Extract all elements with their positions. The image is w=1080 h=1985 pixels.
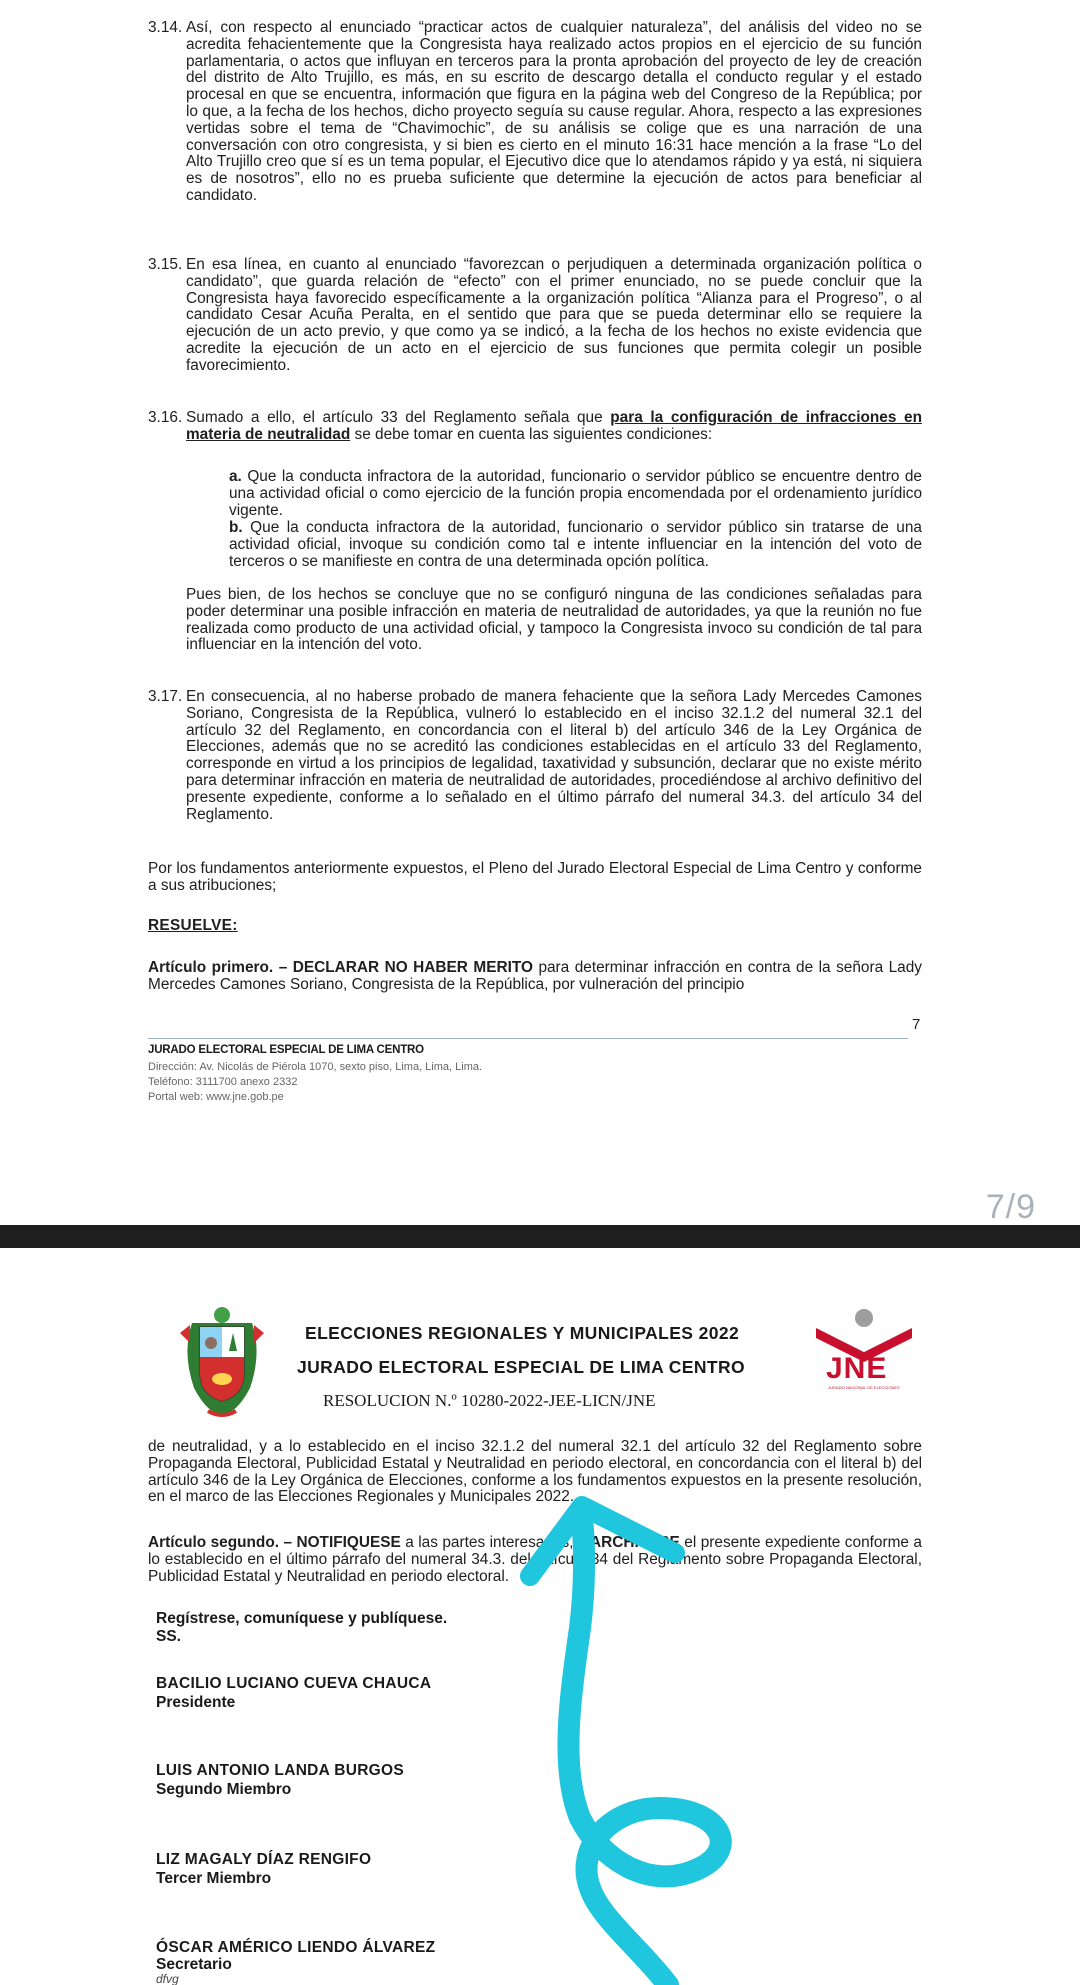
item-text: Que la conducta infractora de la autoridad, funcionario o servidor público sin tratarse de una actividad oficial, invoque su condición como tal e intente influenciar en la intención del voto de terceros o se manifieste en contra de una determinada opción política. xyxy=(229,519,922,570)
condition-b xyxy=(229,520,922,570)
footer-address: Dirección: Av. Nicolás de Piérola 1070, sexto piso, Lima, Lima, Lima. xyxy=(148,1061,483,1073)
signatory-name: LUIS ANTONIO LANDA BURGOS xyxy=(156,1762,405,1779)
paragraph-3-16 xyxy=(186,410,922,444)
signatory-role: Segundo Miembro xyxy=(156,1781,292,1798)
signatory-name: ÓSCAR AMÉRICO LIENDO ÁLVAREZ xyxy=(156,1939,436,1956)
continued-paragraph: de neutralidad, y a lo establecido en el inciso 32.1.2 del numeral 32.1 del artículo 32 del Reglamento sobre Propaganda Electoral, Publicidad Estatal y Neutralidad en periodo electoral, en concordancia con el literal b) del artículo 346 de la Ley Orgánica de Elecciones, conforme a los fundamentos expuestos en la presente resolución, en el marco de las Elecciones Regionales y Municipales 2022. xyxy=(148,1438,922,1506)
resuelve-heading: RESUELVE: xyxy=(148,917,238,934)
article-label: Artículo primero. – DECLARAR NO HABER MERITO xyxy=(148,959,533,976)
signatory-role: Tercer Miembro xyxy=(156,1870,272,1887)
paragraph-fundamentos: Por los fundamentos anteriormente expuestos, el Pleno del Jurado Electoral Especial de Lima Centro y conforme a sus atribuciones; xyxy=(148,860,922,894)
page-counter: 7/9 xyxy=(985,1188,1036,1225)
jne-logo-subtext: JURADO NACIONAL DE ELECCIONES xyxy=(828,1385,900,1390)
paragraph-3-17: En consecuencia, al no haberse probado de manera fehaciente que la señora Lady Mercedes Camones Soriano, Congresista de la República, vulneró lo establecido en el inciso 32.1.2 del numeral 32.1 del artículo 32 del Reglamento, en concordancia con el literal b) del artículo 346 de la Ley Orgánica de Elecciones, además que no se acreditó las condiciones establecidas en el artículo 33 del Reglamento, corresponde en virtud a los principios de legalidad, taxatividad y subsunción, declarar que no existe mérito para determinar infracción en materia de neutralidad de autoridades, procediéndose al archivo definitivo del presente expediente, conforme a lo señalado en el último párrafo del numeral 34.3. del artículo 34 del Reglamento. xyxy=(186,688,922,823)
resolution-number: RESOLUCION N.º 10280-2022-JEE-LICN/JNE xyxy=(323,1391,656,1410)
item-text: Que la conducta infractora de la autoridad, funcionario o servidor público se encuentre dentro de una actividad oficial o como ejercicio de la función propia encomendada por el ordenamiento jurídico vigente. xyxy=(229,468,922,519)
paragraph-3-14: Así, con respecto al enunciado “practicar actos de cualquier naturaleza”, del análisis del video no se acredita fehacientemente que la Congresista haya realizado actos propios en el ejercicio de su función parlamentaria, o actos que influyan en terceros para la pronta aprobación del proyecto de ley de creación del distrito de Alto Trujillo, es más, en su escrito de descargo detalla el conducto regular y el estado procesal en que se encuentra, información que figura en la página web del Congreso de la República; por lo que, a la fecha de los hechos, dicho proyecto seguía su cause regular. Ahora, respecto a las expresiones vertidas sobre el tema de “Chavimochic”, de su análisis se colige que es una narración de una conversación con otro congresista, y si bien es cierto en el minuto 16:31 hace mención a la frase “Lo del Alto Trujillo creo que sí es un tema popular, el Ejecutivo dice que lo atendamos rápido y ya está, ni siquiera es de nosotros”, ello no es prueba suficiente que determine la ejecución de actos para beneficiar al candidato. xyxy=(186,19,922,204)
underlined-phrase: para la configuración de infracciones en materia de neutralidad xyxy=(186,409,922,443)
signatory-name: BACILIO LUCIANO CUEVA CHAUCA xyxy=(156,1675,432,1692)
footer-phone: Teléfono: 3111700 anexo 2332 xyxy=(148,1076,298,1088)
section-number: 3.15. xyxy=(148,256,183,273)
item-letter: a. xyxy=(229,468,242,485)
section-number: 3.14. xyxy=(148,19,183,36)
footer-website: Portal web: www.jne.gob.pe xyxy=(148,1091,284,1103)
signatory-name: LIZ MAGALY DÍAZ RENGIFO xyxy=(156,1851,372,1868)
jne-logo-text: JNE xyxy=(826,1352,888,1385)
article-text: a las partes interesadas, y xyxy=(400,1534,591,1551)
page-separator xyxy=(0,1225,1080,1248)
article-one xyxy=(148,960,922,994)
annotation-arrow-icon xyxy=(0,1248,1080,1985)
header-election-title: ELECCIONES REGIONALES Y MUNICIPALES 2022 xyxy=(305,1323,740,1343)
paragraph-text: se debe tomar en cuenta las siguientes condiciones: xyxy=(350,425,713,443)
section-number: 3.17. xyxy=(148,688,183,705)
article-text: el presente expediente conforme a lo establecido en el último párrafo del numeral 34.3. del artículo 34 del Reglamento sobre Propaganda Electoral, Publicidad Estatal y Neutralidad en periodo electoral. xyxy=(148,1534,922,1585)
ss-label: SS. xyxy=(156,1628,181,1645)
item-letter: b. xyxy=(229,519,243,536)
condition-a xyxy=(229,469,922,519)
footer-institution: JURADO ELECTORAL ESPECIAL DE LIMA CENTRO xyxy=(148,1044,424,1056)
paragraph-text: Sumado a ello, el artículo 33 del Reglamento señala que xyxy=(186,409,611,426)
closing-formula: Regístrese, comuníquese y publíquese. xyxy=(156,1610,448,1627)
article-keyword: ARCHIVESE xyxy=(590,1534,680,1551)
footer-divider xyxy=(148,1038,908,1039)
signatory-role: Presidente xyxy=(156,1694,236,1711)
document-page-8 xyxy=(0,1248,1080,1985)
page-number: 7 xyxy=(912,1016,921,1033)
article-label: Artículo segundo. – NOTIFIQUESE xyxy=(148,1534,401,1551)
paragraph-conclusion: Pues bien, de los hechos se concluye que no se configuró ninguna de las condiciones señaladas para poder determinar una posible infracción en materia de neutralidad de autoridades, ya que la reunión no fue realizada como producto de una actividad oficial, y tampoco la Congresista invoco su condición de tal para influenciar en la intención del voto. xyxy=(186,586,922,654)
article-text: para determinar infracción en contra de la señora Lady Mercedes Camones Soriano, Congresista de la República, por vulneración del principio xyxy=(148,959,923,993)
header-jee-title: JURADO ELECTORAL ESPECIAL DE LIMA CENTRO xyxy=(297,1357,746,1377)
initials: dfvg xyxy=(156,1972,179,1985)
paragraph-3-15: En esa línea, en cuanto al enunciado “favorezcan o perjudiquen a determinada organización política o candidato”, que guarda relación de “efecto” con el primer enunciado, no se puede concluir que la Congresista haya favorecido específicamente a la organización política “Alianza para el Progreso”, o al candidato Cesar Acuña Peralta, en el sentido que para que se pueda determinar ello se requiere la ejecución de un acto previo, y que como ya se indicó, a la fecha de los hechos no existe evidencia que acredite la ejecución de un acto en el ejercicio de sus funciones que permita colegir un posible favorecimiento. xyxy=(186,256,922,374)
signatory-role: Secretario xyxy=(156,1956,232,1973)
section-number: 3.16. xyxy=(148,409,183,426)
